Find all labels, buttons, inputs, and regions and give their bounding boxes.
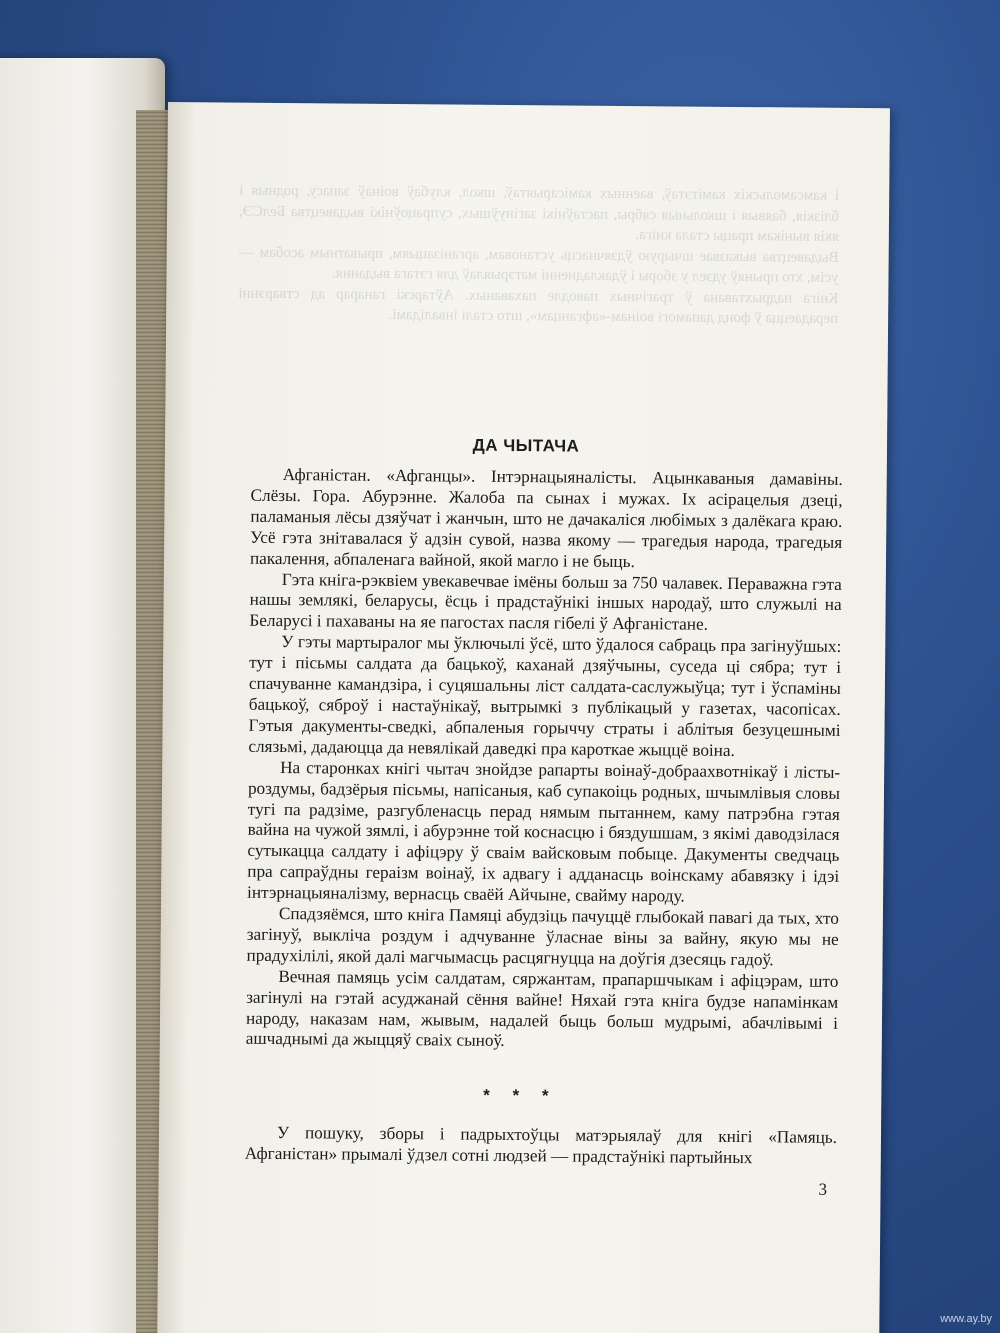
bleed-through-line: Кніга падрыхтавана ў трагічных паводле пахаваных. Аўтарскі ганарар ад стварэнні перадаецца ў фонд дапамогі воінам-«афганцам», што сталі інвалідамі.	[238, 285, 839, 327]
final-text	[245, 1123, 837, 1170]
paragraph: Гэта кніга-рэквіем увекавечвае імёны больш за 750 чалавек. Пераважна гэта нашы землякі, беларусы, ёсць і прадстаўнікі іншых народаў, што служылі на Беларусі і пахаваны на яе пагостах пасля гібелі ў Афганістане.	[249, 569, 842, 635]
page-heading: ДА ЧЫТАЧА	[472, 435, 580, 456]
book-page	[157, 102, 890, 1333]
bleed-through-line: і камсамольскіх камітэтаў, ваенных камісарыятаў, школ, клубаў воінаў запасу, родныя і блізкія, баявыя і школьныя сябры, пастаўнікі загінуўшых, супрацоўнікі выдавецтва БелСЭ, якія вынікам працы стала кніга.	[238, 182, 840, 245]
section-separator: * * *	[483, 1085, 558, 1106]
bleed-through-text	[238, 181, 839, 330]
paragraph: У гэты мартыралог мы ўключылі ўсё, што ўдалося сабраць пра загінуўшых: тут і пісьмы салдата да бацькоў, каханай дзяўчыны, суседа ці сябра; тут і спачуванне камандзіра, і суцяшальны ліст салдата-саслужыўца; тут і ўспаміны бацькоў, сяброў і настаўнікаў, вытрымкі з публікацый у газетах, часопісах. Гэтыя дакументы-сведкі, абпаленыя горыччу страты і аблітыя безуцешнымі слязьмі, дадаюцца да невялікай даведкі пра кароткае жыццё воіна.	[248, 632, 842, 760]
paragraph: На старонках кнігі чытач знойдзе рапарты воінаў-добраахвотнікаў і лісты-роздумы, бадзёрыя пісьмы, напісаныя, каб супакоіць родных, шчымлівыя словы тугі па радзіме, разгубленасць перад нямым пытаннем, каму патрэбна гэтая вайна на чужой зямлі, і абурэнне той коснасцю і бяздушшам, з якімі даводзілася сутыкацца салдату і афіцэру ў сваім вайсковым побыце. Дакументы сведчаць пра сапраўдны гераізм воінаў, іх адвагу і адданасць воінскаму абавязку і ідэі інтэрнацыяналізму, вернасць сваёй Айчыне, свайму народу.	[247, 757, 841, 906]
paragraph: Спадзяёмся, што кніга Памяці абудзіць пачуццё глыбокай павагі да тых, хто загінуў, выкліча роздум і адчуванне ўласнае віны за вайну, якую мы не прадухілілі, якой далі магчымасць расцягнуцца на доўгія дзесяць гадоў.	[246, 904, 839, 970]
watermark: www.ay.by	[940, 1313, 992, 1325]
paragraph: Афганістан. «Афганцы». Інтэрнацыяналісты. Ацынкаваныя дамавіны. Слёзы. Гора. Абурэнне. Жалоба па сынах і мужах. Іх асірацелыя дзеці, паламаныя лёсы дзяўчат і жанчын, што не дачакаліся любімых з далёкага краю. Усё гэта знітавалася ў адзін сувой, назва якому — трагедыя народа, трагедыя пакалення, абпаленага вайной, якой магло і не быць.	[249, 465, 843, 571]
paragraph: У пошуку, зборы і падрыхтоўцы матэрыялаў для кнігі «Памяць. Афганістан» прымалі ўдзел сотні людзей — прадстаўнікі партыйных	[244, 1122, 838, 1168]
page-number: 3	[818, 1179, 828, 1199]
body-text	[246, 465, 843, 1056]
bleed-through-line: Выдавецтва выказвае шчырую ўдзячнасць установам, арганізацыям, прыватным асобам — усім, хто прыняў удзел у зборы і ўдакладненні матэрыялаў для гэтага выдання.	[238, 244, 839, 286]
paragraph: Вечная памяць усім салдатам, сяржантам, прапаршчыкам і афіцэрам, што загінулі на гэтай асуджанай сёння вайне! Няхай гэта кніга будзе напамінкам народу, наказам нам, жывым, надалей быць больш мудрымі, абачлівымі і ашчаднымі да жыццяў сваіх сыноў.	[245, 966, 839, 1051]
